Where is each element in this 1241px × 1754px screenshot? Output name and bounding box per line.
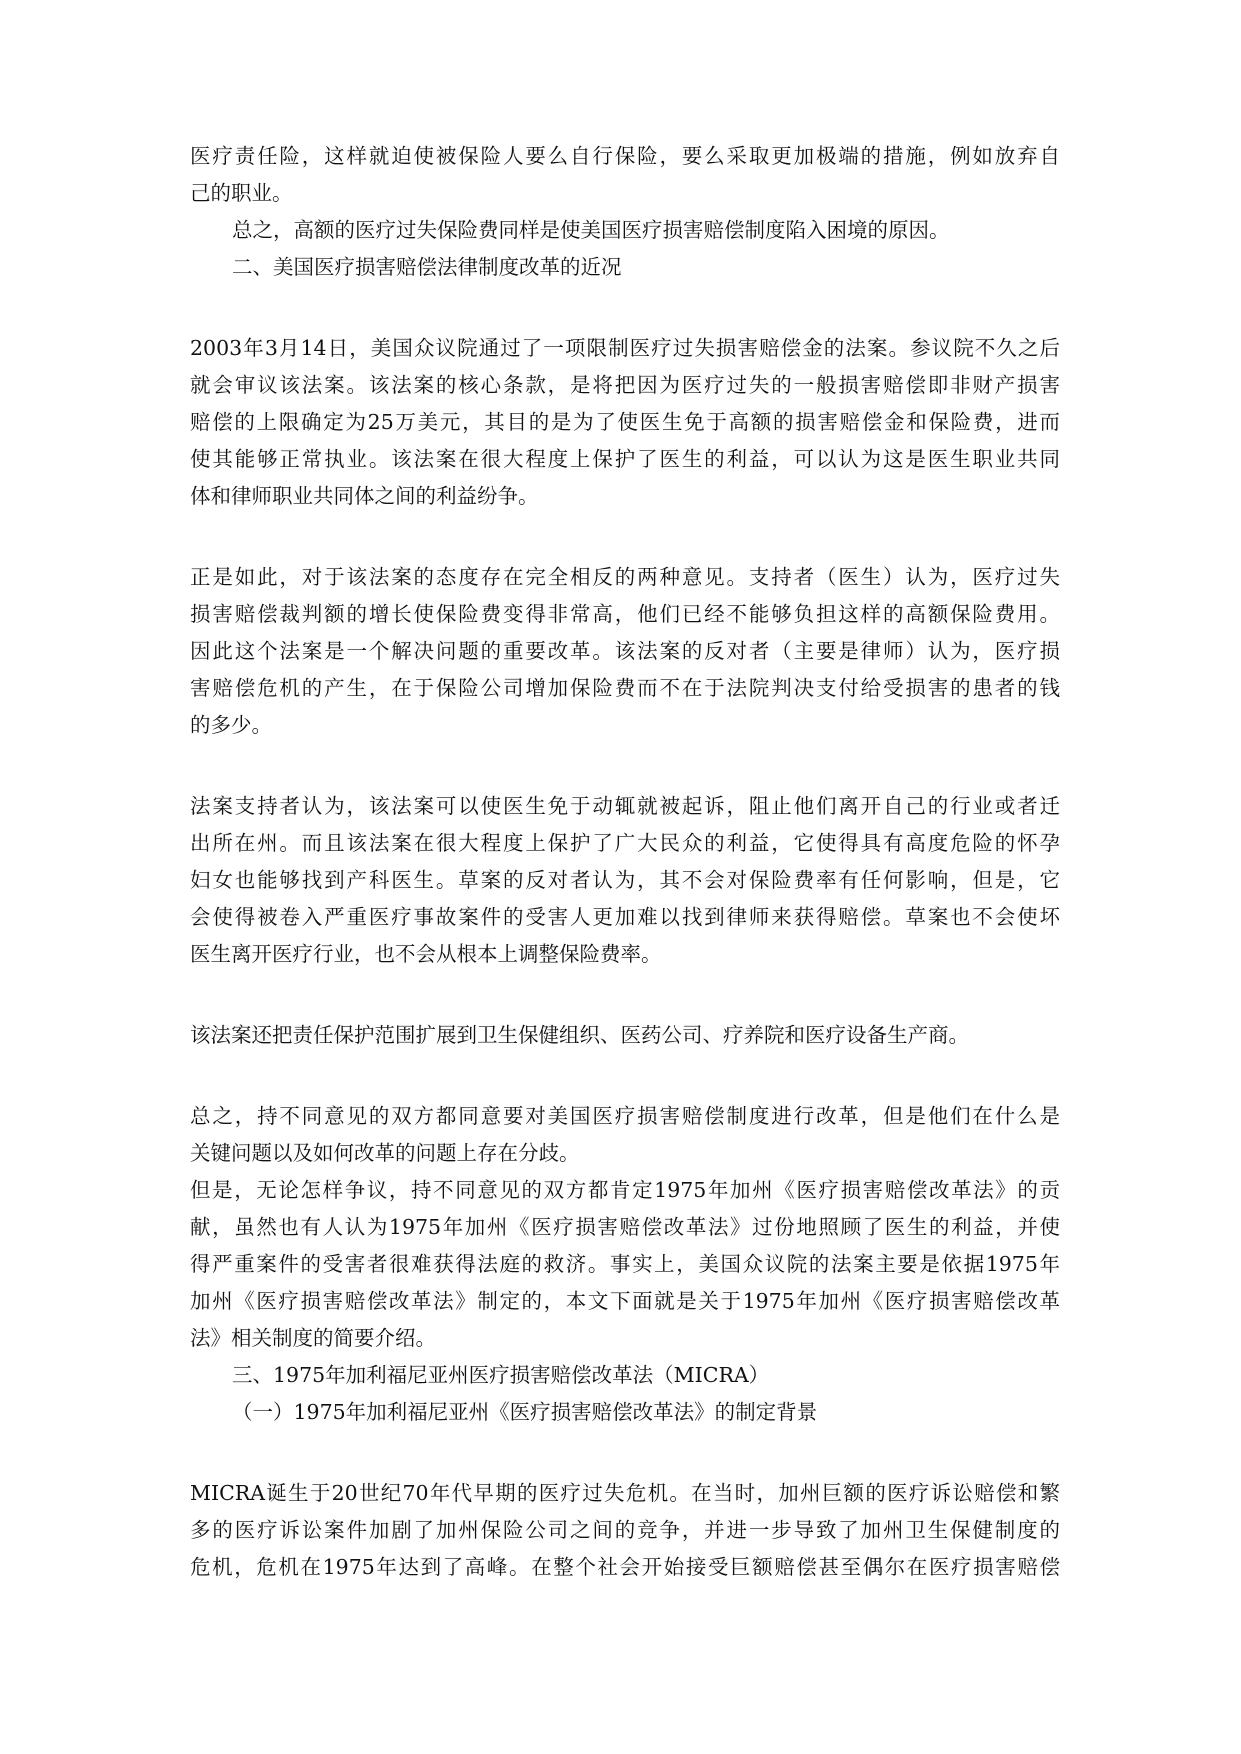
text-line: 正是如此，对于该法案的态度存在完全相反的两种意见。支持者（医生）认为，医疗过失 xyxy=(190,565,1060,589)
text-line: 会使得被卷入严重医疗事故案件的受害人更加难以找到律师来获得赔偿。草案也不会使坏 xyxy=(190,905,1060,929)
text-line: 出所在州。而且该法案在很大程度上保护了广大民众的利益，它使得具有高度危险的怀孕 xyxy=(190,831,1060,855)
text-line: 危机，危机在1975年达到了高峰。在整个社会开始接受巨额赔偿甚至偶尔在医疗损害赔偿 xyxy=(190,1555,1060,1579)
text-line: 法案支持者认为，该法案可以使医生免于动辄就被起诉，阻止他们离开自己的行业或者迁 xyxy=(190,794,1060,818)
text-line: 妇女也能够找到产科医生。草案的反对者认为，其不会对保险费率有任何影响，但是，它 xyxy=(190,868,1060,892)
section-heading: 三、1975年加利福尼亚州医疗损害赔偿改革法（MICRA） xyxy=(232,1363,770,1387)
text-line: 己的职业。 xyxy=(190,181,293,205)
text-line: 2003年3月14日，美国众议院通过了一项限制医疗过失损害赔偿金的法案。参议院不久之后 xyxy=(190,336,1060,360)
text-line: 医生离开医疗行业，也不会从根本上调整保险费率。 xyxy=(190,942,662,966)
text-line: 得严重案件的受害者很难获得法庭的救济。事实上，美国众议院的法案主要是依据1975年 xyxy=(190,1252,1060,1276)
subsection-heading: （一）1975年加利福尼亚州《医疗损害赔偿改革法》的制定背景 xyxy=(232,1400,818,1424)
text-line: 使其能够正常执业。该法案在很大程度上保护了医生的利益，可以认为这是医生职业共同 xyxy=(190,447,1060,471)
text-line: 赔偿的上限确定为25万美元，其目的是为了使医生免于高额的损害赔偿金和保险费，进而 xyxy=(190,410,1060,434)
text-line: 体和律师职业共同体之间的利益纷争。 xyxy=(190,484,539,508)
text-line: 因此这个法案是一个解决问题的重要改革。该法案的反对者（主要是律师）认为，医疗损 xyxy=(190,639,1060,663)
text-line: 就会审议该法案。该法案的核心条款，是将把因为医疗过失的一般损害赔偿即非财产损害 xyxy=(190,373,1060,397)
text-line: 总之，持不同意见的双方都同意要对美国医疗损害赔偿制度进行改革，但是他们在什么是 xyxy=(190,1104,1060,1128)
text-line: 损害赔偿裁判额的增长使保险费变得非常高，他们已经不能够负担这样的高额保险费用。 xyxy=(190,602,1060,626)
text-line: 法》相关制度的简要介绍。 xyxy=(190,1326,436,1350)
text-line: 总之，高额的医疗过失保险费同样是使美国医疗损害赔偿制度陷入困境的原因。 xyxy=(232,218,950,242)
text-line: 关键问题以及如何改革的问题上存在分歧。 xyxy=(190,1141,580,1165)
text-line: 的多少。 xyxy=(190,713,272,737)
section-heading: 二、美国医疗损害赔偿法律制度改革的近况 xyxy=(232,255,622,279)
text-line: 该法案还把责任保护范围扩展到卫生保健组织、医药公司、疗养院和医疗设备生产商。 xyxy=(190,1023,969,1047)
text-line: 加州《医疗损害赔偿改革法》制定的，本文下面就是关于1975年加州《医疗损害赔偿改革 xyxy=(190,1289,1060,1313)
text-line: MICRA诞生于20世纪70年代早期的医疗过失危机。在当时，加州巨额的医疗诉讼赔偿和繁 xyxy=(190,1481,1060,1505)
text-line: 多的医疗诉讼案件加剧了加州保险公司之间的竞争，并进一步导致了加州卫生保健制度的 xyxy=(190,1518,1060,1542)
text-line: 但是，无论怎样争议，持不同意见的双方都肯定1975年加州《医疗损害赔偿改革法》的贡 xyxy=(190,1178,1060,1202)
text-line: 医疗责任险，这样就迫使被保险人要么自行保险，要么采取更加极端的措施，例如放弃自 xyxy=(190,144,1060,168)
text-line: 害赔偿危机的产生，在于保险公司增加保险费而不在于法院判决支付给受损害的患者的钱 xyxy=(190,676,1060,700)
text-line: 献，虽然也有人认为1975年加州《医疗损害赔偿改革法》过份地照顾了医生的利益，并使 xyxy=(190,1215,1060,1239)
